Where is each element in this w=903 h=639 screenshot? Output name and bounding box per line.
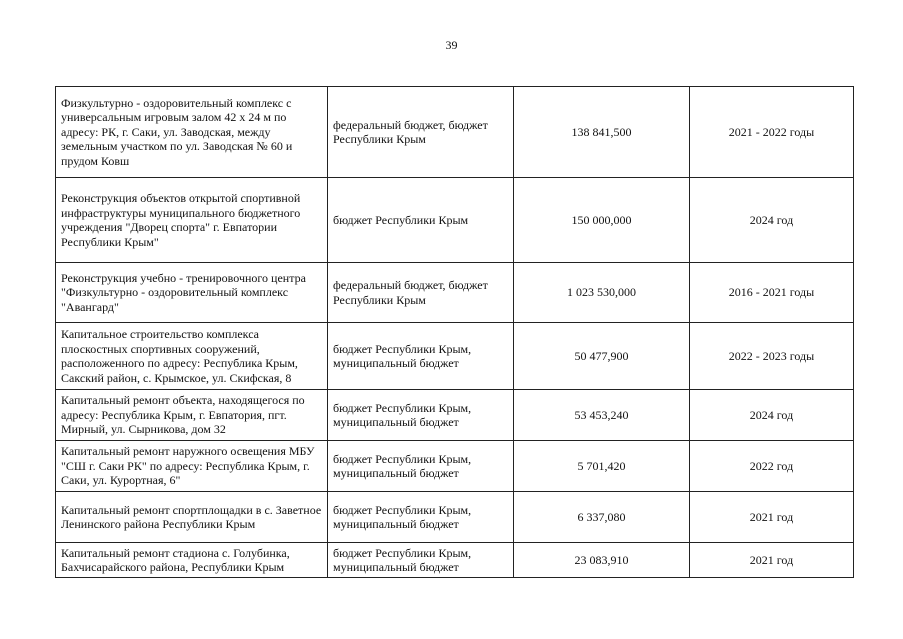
table-row (56, 87, 854, 178)
amount-cell: 150 000,000 (514, 178, 690, 263)
table-row (56, 390, 854, 441)
period-cell: 2024 год (690, 178, 854, 263)
amount-cell: 50 477,900 (514, 323, 690, 390)
funding-source-cell: бюджет Республики Крым, муниципальный бюджет (328, 543, 514, 578)
funding-source-cell: бюджет Республики Крым, муниципальный бюджет (328, 323, 514, 390)
amount-cell: 5 701,420 (514, 441, 690, 492)
funding-source-cell: бюджет Республики Крым (328, 178, 514, 263)
amount-cell: 6 337,080 (514, 492, 690, 543)
object-name-cell: Физкультурно - оздоровительный комплекс с универсальным игровым залом 42 х 24 м по адресу: РК, г. Саки, ул. Заводская, между земельным участком по ул. Заводская № 60 и прудом Ковш (56, 87, 328, 178)
period-cell: 2022 год (690, 441, 854, 492)
amount-cell: 1 023 530,000 (514, 263, 690, 323)
object-name-cell: Реконструкция учебно - тренировочного центра "Физкультурно - оздоровительный комплекс "Авангард" (56, 263, 328, 323)
period-cell: 2021 год (690, 492, 854, 543)
object-name-cell: Капитальное строительство комплекса плоскостных спортивных сооружений, расположенного по адресу: Республика Крым, Сакский район, с. Крымское, ул. Скифская, 8 (56, 323, 328, 390)
funding-source-cell: федеральный бюджет, бюджет Республики Крым (328, 263, 514, 323)
table-row (56, 492, 854, 543)
funding-source-cell: бюджет Республики Крым, муниципальный бюджет (328, 390, 514, 441)
budget-table (55, 86, 854, 578)
object-name-cell: Капитальный ремонт объекта, находящегося по адресу: Республика Крым, г. Евпатория, пгт. Мирный, ул. Сырникова, дом 32 (56, 390, 328, 441)
funding-source-cell: бюджет Республики Крым, муниципальный бюджет (328, 492, 514, 543)
funding-source-cell: бюджет Республики Крым, муниципальный бюджет (328, 441, 514, 492)
object-name-cell: Капитальный ремонт спортплощадки в с. Заветное Ленинского района Республики Крым (56, 492, 328, 543)
page-number: 39 (445, 38, 458, 52)
period-cell: 2021 год (690, 543, 854, 578)
object-name-cell: Капитальный ремонт наружного освещения МБУ "СШ г. Саки РК" по адресу: Республика Крым, г. Саки, ул. Курортная, 6" (56, 441, 328, 492)
funding-source-cell: федеральный бюджет, бюджет Республики Крым (328, 87, 514, 178)
object-name-cell: Реконструкция объектов открытой спортивной инфраструктуры муниципального бюджетного учреждения "Дворец спорта" г. Евпатории Республики Крым" (56, 178, 328, 263)
period-cell: 2024 год (690, 390, 854, 441)
amount-cell: 138 841,500 (514, 87, 690, 178)
table-row (56, 178, 854, 263)
amount-cell: 23 083,910 (514, 543, 690, 578)
table-row (56, 263, 854, 323)
table-row (56, 441, 854, 492)
table-row (56, 323, 854, 390)
period-cell: 2016 - 2021 годы (690, 263, 854, 323)
amount-cell: 53 453,240 (514, 390, 690, 441)
period-cell: 2022 - 2023 годы (690, 323, 854, 390)
object-name-cell: Капитальный ремонт стадиона с. Голубинка, Бахчисарайского района, Республики Крым (56, 543, 328, 578)
period-cell: 2021 - 2022 годы (690, 87, 854, 178)
table-row (56, 543, 854, 578)
